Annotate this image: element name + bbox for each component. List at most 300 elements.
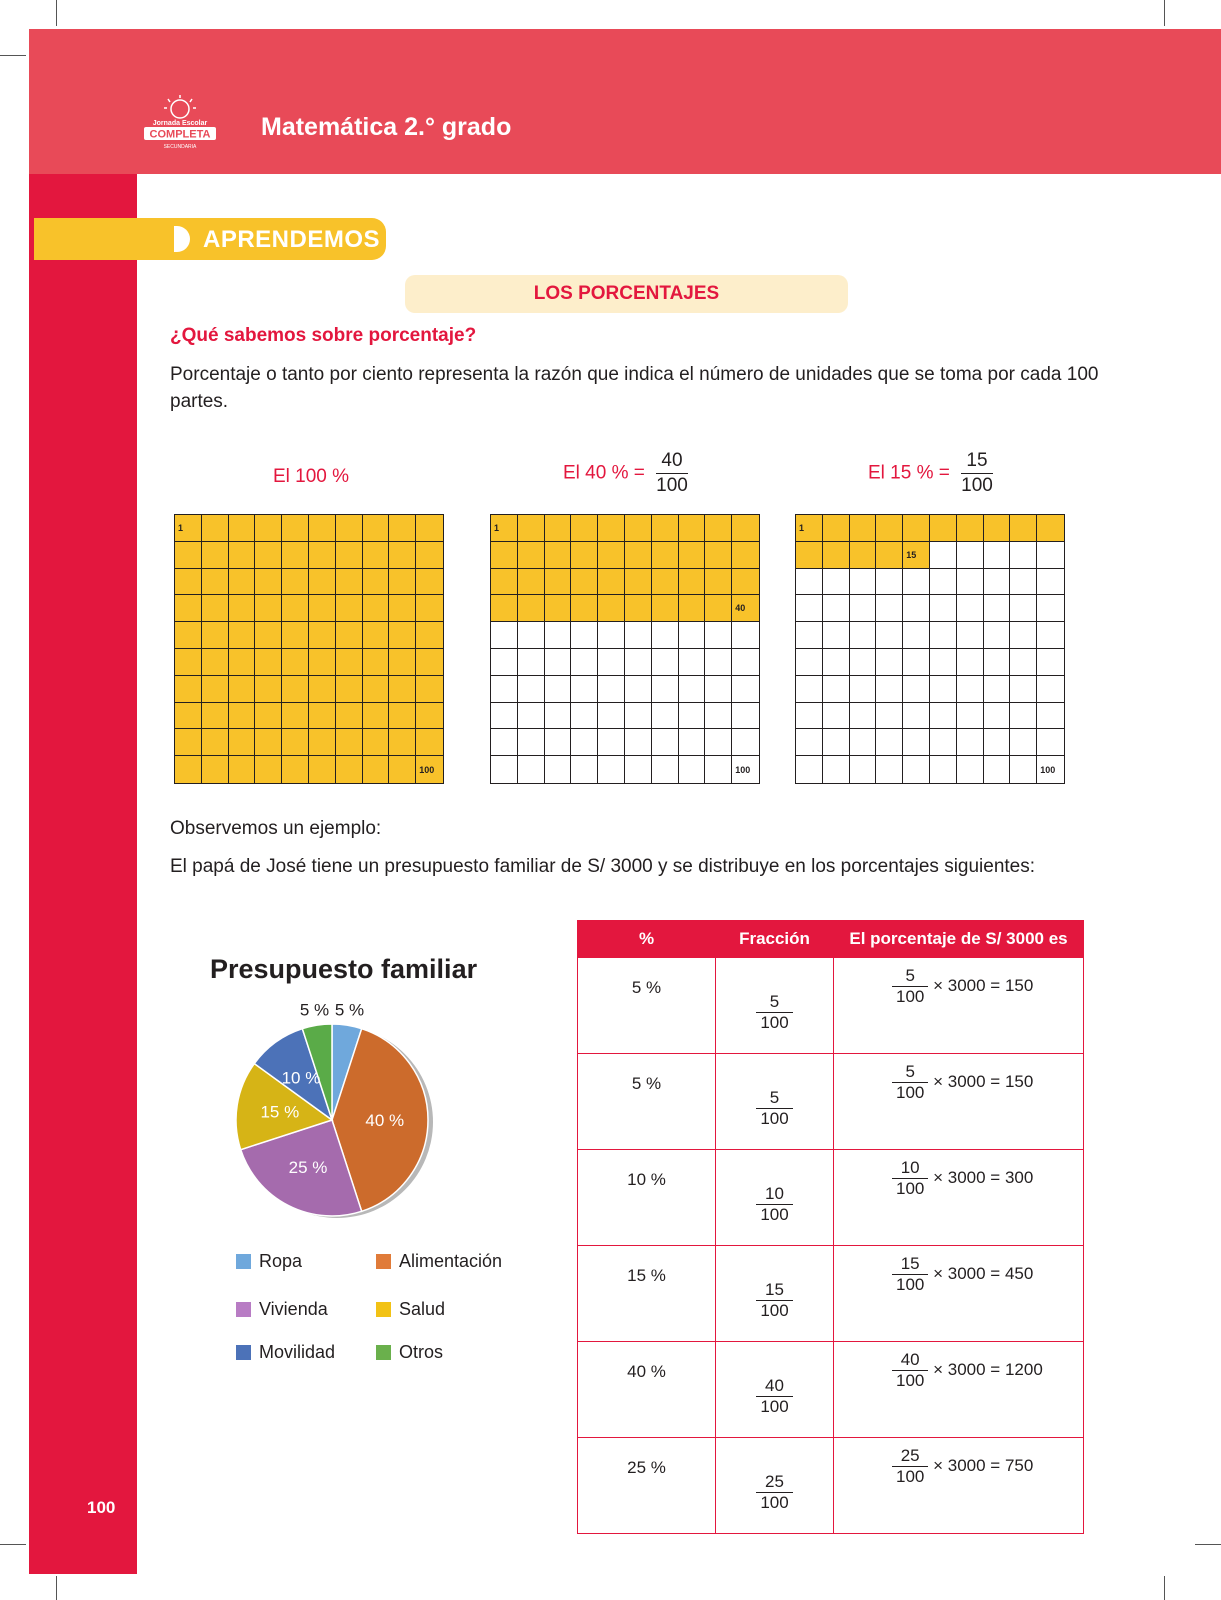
grid-cell <box>1010 569 1037 596</box>
grid-cell <box>518 569 545 596</box>
grid-cell <box>255 569 282 596</box>
grid-label-text: El 40 % = <box>563 462 645 484</box>
grid-cell <box>876 515 903 542</box>
grid-cell <box>732 542 759 569</box>
grid-cell <box>930 595 957 622</box>
grid-cell <box>930 676 957 703</box>
grid-cell <box>625 542 652 569</box>
grid-cell <box>598 569 625 596</box>
grid-cell <box>491 703 518 730</box>
grid-cell <box>930 729 957 756</box>
crop-mark <box>0 1544 26 1545</box>
grid-cell <box>903 649 930 676</box>
grid-cell <box>732 569 759 596</box>
cell-amount <box>834 1054 1084 1150</box>
grid-cell <box>796 622 823 649</box>
grid-cell <box>652 729 679 756</box>
hundred-grid-15 <box>795 514 1065 784</box>
grid-cell <box>416 649 443 676</box>
grid-cell <box>823 569 850 596</box>
grid-cell <box>255 515 282 542</box>
crop-mark <box>56 0 57 26</box>
grid-cell <box>705 622 732 649</box>
example-text: El papá de José tiene un presupuesto familiar de S/ 3000 y se distribuye en los porcentajes siguientes: <box>170 856 1036 877</box>
grid-cell <box>984 676 1011 703</box>
grid-cell <box>202 703 229 730</box>
topic-title: LOS PORCENTAJES <box>405 275 848 313</box>
fraction-denominator: 100 <box>961 475 993 496</box>
pie-data-label: 5 % <box>299 1000 330 1020</box>
fraction-denominator: 100 <box>896 1275 925 1294</box>
grid-cell <box>518 542 545 569</box>
question-heading: ¿Qué sabemos sobre porcentaje? <box>170 325 477 346</box>
grid-cell <box>309 649 336 676</box>
fraction-numerator: 15 <box>892 1254 928 1275</box>
grid-cell <box>903 703 930 730</box>
grid-cell <box>876 569 903 596</box>
example-intro: Observemos un ejemplo: <box>170 818 382 839</box>
grid-cell <box>545 729 572 756</box>
grid-cell <box>202 542 229 569</box>
fraction-numerator: 40 <box>892 1350 928 1371</box>
grid-cell <box>903 756 930 783</box>
svg-text:Jornada Escolar: Jornada Escolar <box>152 120 208 127</box>
grid-cell <box>336 703 363 730</box>
grid-cell <box>282 676 309 703</box>
grid-cell <box>984 622 1011 649</box>
grid-cell <box>363 542 390 569</box>
grid-cell <box>1037 542 1064 569</box>
grid-cell <box>363 729 390 756</box>
grid-cell <box>389 569 416 596</box>
grid-cell-number: 1 <box>494 522 500 533</box>
grid-cell <box>679 703 706 730</box>
legend-label: Otros <box>399 1342 444 1362</box>
grid-cell <box>518 703 545 730</box>
grid-cell <box>202 569 229 596</box>
grid-cell <box>732 595 759 622</box>
grid-cell <box>850 595 877 622</box>
grid-cell <box>652 595 679 622</box>
cell-amount <box>834 1342 1084 1438</box>
grid-cell <box>652 676 679 703</box>
grid-cell <box>903 515 930 542</box>
grid-cell <box>625 729 652 756</box>
fraction-numerator: 40 <box>656 450 688 474</box>
grid-cell <box>796 703 823 730</box>
pie-data-label: 10 % <box>281 1068 321 1088</box>
grid-cell <box>625 595 652 622</box>
crop-mark <box>1195 1544 1221 1545</box>
cell-percent <box>578 958 716 1054</box>
grid-cell <box>363 569 390 596</box>
grid-cell <box>984 729 1011 756</box>
amount-expression: × 3000 = 150 <box>933 975 1034 995</box>
fraction <box>756 1376 792 1417</box>
grid-cell <box>796 676 823 703</box>
legend-item-salud <box>376 1299 445 1320</box>
grid-cell <box>309 676 336 703</box>
grid-cell <box>903 542 930 569</box>
grid-cell <box>363 622 390 649</box>
fraction <box>756 1184 792 1225</box>
grid-cell <box>598 729 625 756</box>
grid-cell <box>625 515 652 542</box>
grid-cell <box>202 622 229 649</box>
fraction-numerator: 5 <box>756 1088 792 1109</box>
crop-mark <box>1164 0 1165 26</box>
grid-cell <box>491 649 518 676</box>
grid-cell <box>876 542 903 569</box>
grid-cell <box>491 622 518 649</box>
grid-cell <box>732 649 759 676</box>
grid-cell <box>705 569 732 596</box>
grid-cell <box>957 649 984 676</box>
grid-cell <box>957 515 984 542</box>
percent-value: 15 % <box>627 1266 666 1285</box>
grid-cell <box>984 756 1011 783</box>
grid-cell <box>282 756 309 783</box>
grid-cell <box>984 515 1011 542</box>
grid-cell <box>309 729 336 756</box>
grid-cell <box>229 569 256 596</box>
grid-cell <box>850 703 877 730</box>
table-row <box>578 958 1084 1054</box>
grid-cell <box>732 729 759 756</box>
fraction-numerator: 25 <box>892 1446 928 1467</box>
grid-cell <box>255 622 282 649</box>
grid-cell <box>416 542 443 569</box>
table-row <box>578 1342 1084 1438</box>
grid-cell <box>625 569 652 596</box>
grid-cell <box>175 622 202 649</box>
grid-cell <box>545 622 572 649</box>
fraction-denominator: 100 <box>656 475 688 496</box>
cell-fraction <box>716 1246 834 1342</box>
fraction <box>756 992 792 1033</box>
percent-value: 5 % <box>631 978 662 997</box>
grid-cell <box>984 569 1011 596</box>
legend-swatch <box>236 1254 251 1269</box>
grid-cell <box>1010 756 1037 783</box>
grid-cell <box>491 729 518 756</box>
fraction-denominator: 100 <box>896 1371 925 1390</box>
grid-cell <box>255 756 282 783</box>
grid-cell <box>796 649 823 676</box>
cell-fraction <box>716 1150 834 1246</box>
grid-cell <box>202 756 229 783</box>
hundred-grid-100 <box>174 514 444 784</box>
grid-cell <box>679 756 706 783</box>
grid-cell <box>823 649 850 676</box>
grid-cell <box>229 515 256 542</box>
grid-cell <box>984 595 1011 622</box>
grid-cell <box>732 622 759 649</box>
grid-cell <box>571 595 598 622</box>
grid-cell <box>336 569 363 596</box>
grid-cell <box>850 649 877 676</box>
grid-cell <box>823 676 850 703</box>
fraction <box>892 1254 928 1295</box>
grid-cell <box>282 569 309 596</box>
header-fraction: Fracción <box>716 921 834 958</box>
grid-cell <box>175 542 202 569</box>
grid-cell <box>363 756 390 783</box>
grid-cell <box>309 756 336 783</box>
grid-cell <box>336 676 363 703</box>
grid-cell <box>1037 676 1064 703</box>
grid-cell <box>598 703 625 730</box>
grid-cell <box>876 703 903 730</box>
fraction-numerator: 40 <box>756 1376 792 1397</box>
grid-cell <box>571 515 598 542</box>
legend-swatch <box>236 1345 251 1360</box>
grid-cell <box>598 595 625 622</box>
grid-cell <box>930 703 957 730</box>
grid-cell <box>652 649 679 676</box>
fraction-numerator: 15 <box>756 1280 792 1301</box>
definition-paragraph: Porcentaje o tanto por ciento representa la razón que indica el número de unidades que se toma por cada 100 partes. <box>170 364 1099 412</box>
grid-cell <box>984 649 1011 676</box>
cell-percent <box>578 1438 716 1534</box>
grid-cell <box>903 676 930 703</box>
cell-amount <box>834 1438 1084 1534</box>
fraction-denominator: 100 <box>760 1204 789 1224</box>
grid-cell <box>1037 729 1064 756</box>
cell-amount <box>834 958 1084 1054</box>
grid-cell <box>229 622 256 649</box>
grid-cell <box>903 622 930 649</box>
pie-chart <box>230 1000 460 1240</box>
grid-cell <box>903 595 930 622</box>
grid-cell <box>823 756 850 783</box>
legend-label: Alimentación <box>399 1251 503 1271</box>
fraction-denominator: 100 <box>760 1012 789 1032</box>
grid-cell <box>1037 569 1064 596</box>
crop-mark <box>56 1576 57 1600</box>
grid-cell <box>930 622 957 649</box>
grid-cell <box>625 622 652 649</box>
grid-cell <box>175 729 202 756</box>
grid-cell <box>518 595 545 622</box>
grid-cell <box>363 649 390 676</box>
grid-cell <box>545 595 572 622</box>
grid-cell-number: 1 <box>178 522 184 533</box>
grid-cell <box>389 542 416 569</box>
percent-value: 40 % <box>627 1362 666 1381</box>
chart-title: Presupuesto familiar <box>210 954 478 984</box>
grid-cell <box>679 569 706 596</box>
grid-cell <box>679 515 706 542</box>
grid-cell <box>389 729 416 756</box>
grid-cell <box>282 515 309 542</box>
grid-cell <box>796 569 823 596</box>
grid-cell <box>705 595 732 622</box>
table-row <box>578 1150 1084 1246</box>
grid-cell <box>1010 703 1037 730</box>
grid-cell <box>598 676 625 703</box>
grid-cell <box>903 729 930 756</box>
grid-cell <box>930 569 957 596</box>
legend-label: Vivienda <box>259 1299 328 1319</box>
legend-label: Ropa <box>259 1251 303 1271</box>
grid-cell <box>679 649 706 676</box>
grid-cell <box>876 622 903 649</box>
fraction-denominator: 100 <box>760 1396 789 1416</box>
fraction-numerator: 5 <box>756 992 792 1013</box>
grid-cell <box>518 676 545 703</box>
grid-cell <box>202 676 229 703</box>
grid-cell <box>957 569 984 596</box>
percent-value: 25 % <box>627 1458 666 1477</box>
grid-cell <box>625 649 652 676</box>
grid-cell <box>202 515 229 542</box>
grid-cell <box>732 676 759 703</box>
grid-cell <box>598 622 625 649</box>
fraction <box>892 1062 928 1103</box>
grid-cell <box>850 676 877 703</box>
grid-cell <box>598 542 625 569</box>
grid-cell <box>416 729 443 756</box>
grid-cell <box>1037 622 1064 649</box>
grid-cell <box>850 569 877 596</box>
grid-cell <box>491 756 518 783</box>
percentage-table <box>577 920 1084 1534</box>
grid-label-40 <box>563 450 688 497</box>
grid-cell <box>309 622 336 649</box>
grid-cell <box>984 703 1011 730</box>
grid-cell-number: 100 <box>1040 764 1056 775</box>
grid-cell <box>705 729 732 756</box>
grid-cell <box>175 703 202 730</box>
grid-cell-number: 100 <box>419 764 435 775</box>
grid-cell <box>903 569 930 596</box>
grid-cell <box>850 729 877 756</box>
legend-swatch <box>376 1345 391 1360</box>
grid-cell <box>796 595 823 622</box>
grid-cell <box>389 703 416 730</box>
grid-label-100 <box>273 466 349 488</box>
grid-cell <box>930 649 957 676</box>
grid-cell <box>491 542 518 569</box>
grid-cell <box>309 515 336 542</box>
legend-label: Salud <box>399 1299 446 1319</box>
fraction-numerator: 15 <box>961 450 993 474</box>
grid-cell <box>679 729 706 756</box>
legend-item-ropa <box>236 1251 302 1272</box>
grid-label-text: El 15 % = <box>868 462 950 484</box>
grid-cell <box>1010 676 1037 703</box>
grid-cell <box>255 649 282 676</box>
grid-cell <box>652 703 679 730</box>
grid-cell <box>545 756 572 783</box>
grid-cell <box>416 622 443 649</box>
fraction <box>961 450 993 497</box>
grid-cell <box>336 622 363 649</box>
percent-value: 10 % <box>627 1170 666 1189</box>
grid-cell <box>545 703 572 730</box>
fraction <box>756 1472 792 1513</box>
grid-cell <box>571 542 598 569</box>
grid-cell <box>1010 729 1037 756</box>
grid-cell <box>705 515 732 542</box>
grid-cell <box>957 595 984 622</box>
grid-cell <box>202 729 229 756</box>
grid-cell <box>389 595 416 622</box>
grid-cell <box>1037 649 1064 676</box>
fraction-denominator: 100 <box>760 1492 789 1512</box>
fraction-numerator: 5 <box>892 1062 928 1083</box>
grid-cell <box>282 622 309 649</box>
grid-cell <box>309 703 336 730</box>
grid-cell <box>732 703 759 730</box>
grid-cell <box>652 622 679 649</box>
grid-cell <box>1010 542 1037 569</box>
grid-cell <box>876 649 903 676</box>
grid-cell <box>491 676 518 703</box>
pie-data-label: 5 % <box>334 1000 365 1020</box>
legend-swatch <box>236 1302 251 1317</box>
grid-cell <box>705 703 732 730</box>
table-row <box>578 1054 1084 1150</box>
grid-cell <box>679 542 706 569</box>
grid-cell <box>175 756 202 783</box>
grid-cell <box>571 756 598 783</box>
grid-cell <box>850 542 877 569</box>
grid-cell <box>518 515 545 542</box>
jornada-completa-logo <box>140 93 220 153</box>
cell-percent <box>578 1246 716 1342</box>
amount-expression: × 3000 = 1200 <box>933 1359 1043 1379</box>
grid-cell <box>1037 703 1064 730</box>
cell-percent <box>578 1054 716 1150</box>
grid-cell <box>984 542 1011 569</box>
grid-cell <box>705 756 732 783</box>
grid-cell <box>571 729 598 756</box>
grid-cell <box>229 595 256 622</box>
pie-data-label: 25 % <box>288 1158 328 1178</box>
fraction <box>756 1088 792 1129</box>
grid-cell <box>282 729 309 756</box>
header-percent: % <box>578 921 716 958</box>
grid-cell <box>957 756 984 783</box>
grid-cell <box>389 756 416 783</box>
grid-cell <box>850 515 877 542</box>
amount-expression: × 3000 = 300 <box>933 1167 1034 1187</box>
grid-cell <box>1037 515 1064 542</box>
grid-cell <box>876 595 903 622</box>
grid-cell <box>309 569 336 596</box>
grid-cell <box>625 703 652 730</box>
grid-cell <box>336 595 363 622</box>
fraction <box>892 1446 928 1487</box>
grid-cell <box>491 569 518 596</box>
svg-text:COMPLETA: COMPLETA <box>149 128 211 141</box>
cell-fraction <box>716 1054 834 1150</box>
side-band <box>29 174 137 1574</box>
cell-fraction <box>716 958 834 1054</box>
fraction-numerator: 25 <box>756 1472 792 1493</box>
grid-cell <box>625 756 652 783</box>
grid-cell <box>518 756 545 783</box>
fraction-denominator: 100 <box>760 1108 789 1128</box>
grid-cell-number: 100 <box>735 764 751 775</box>
grid-cell <box>796 729 823 756</box>
table-row <box>578 1246 1084 1342</box>
grid-cell <box>229 676 256 703</box>
grid-cell <box>652 756 679 783</box>
grid-cell <box>571 622 598 649</box>
